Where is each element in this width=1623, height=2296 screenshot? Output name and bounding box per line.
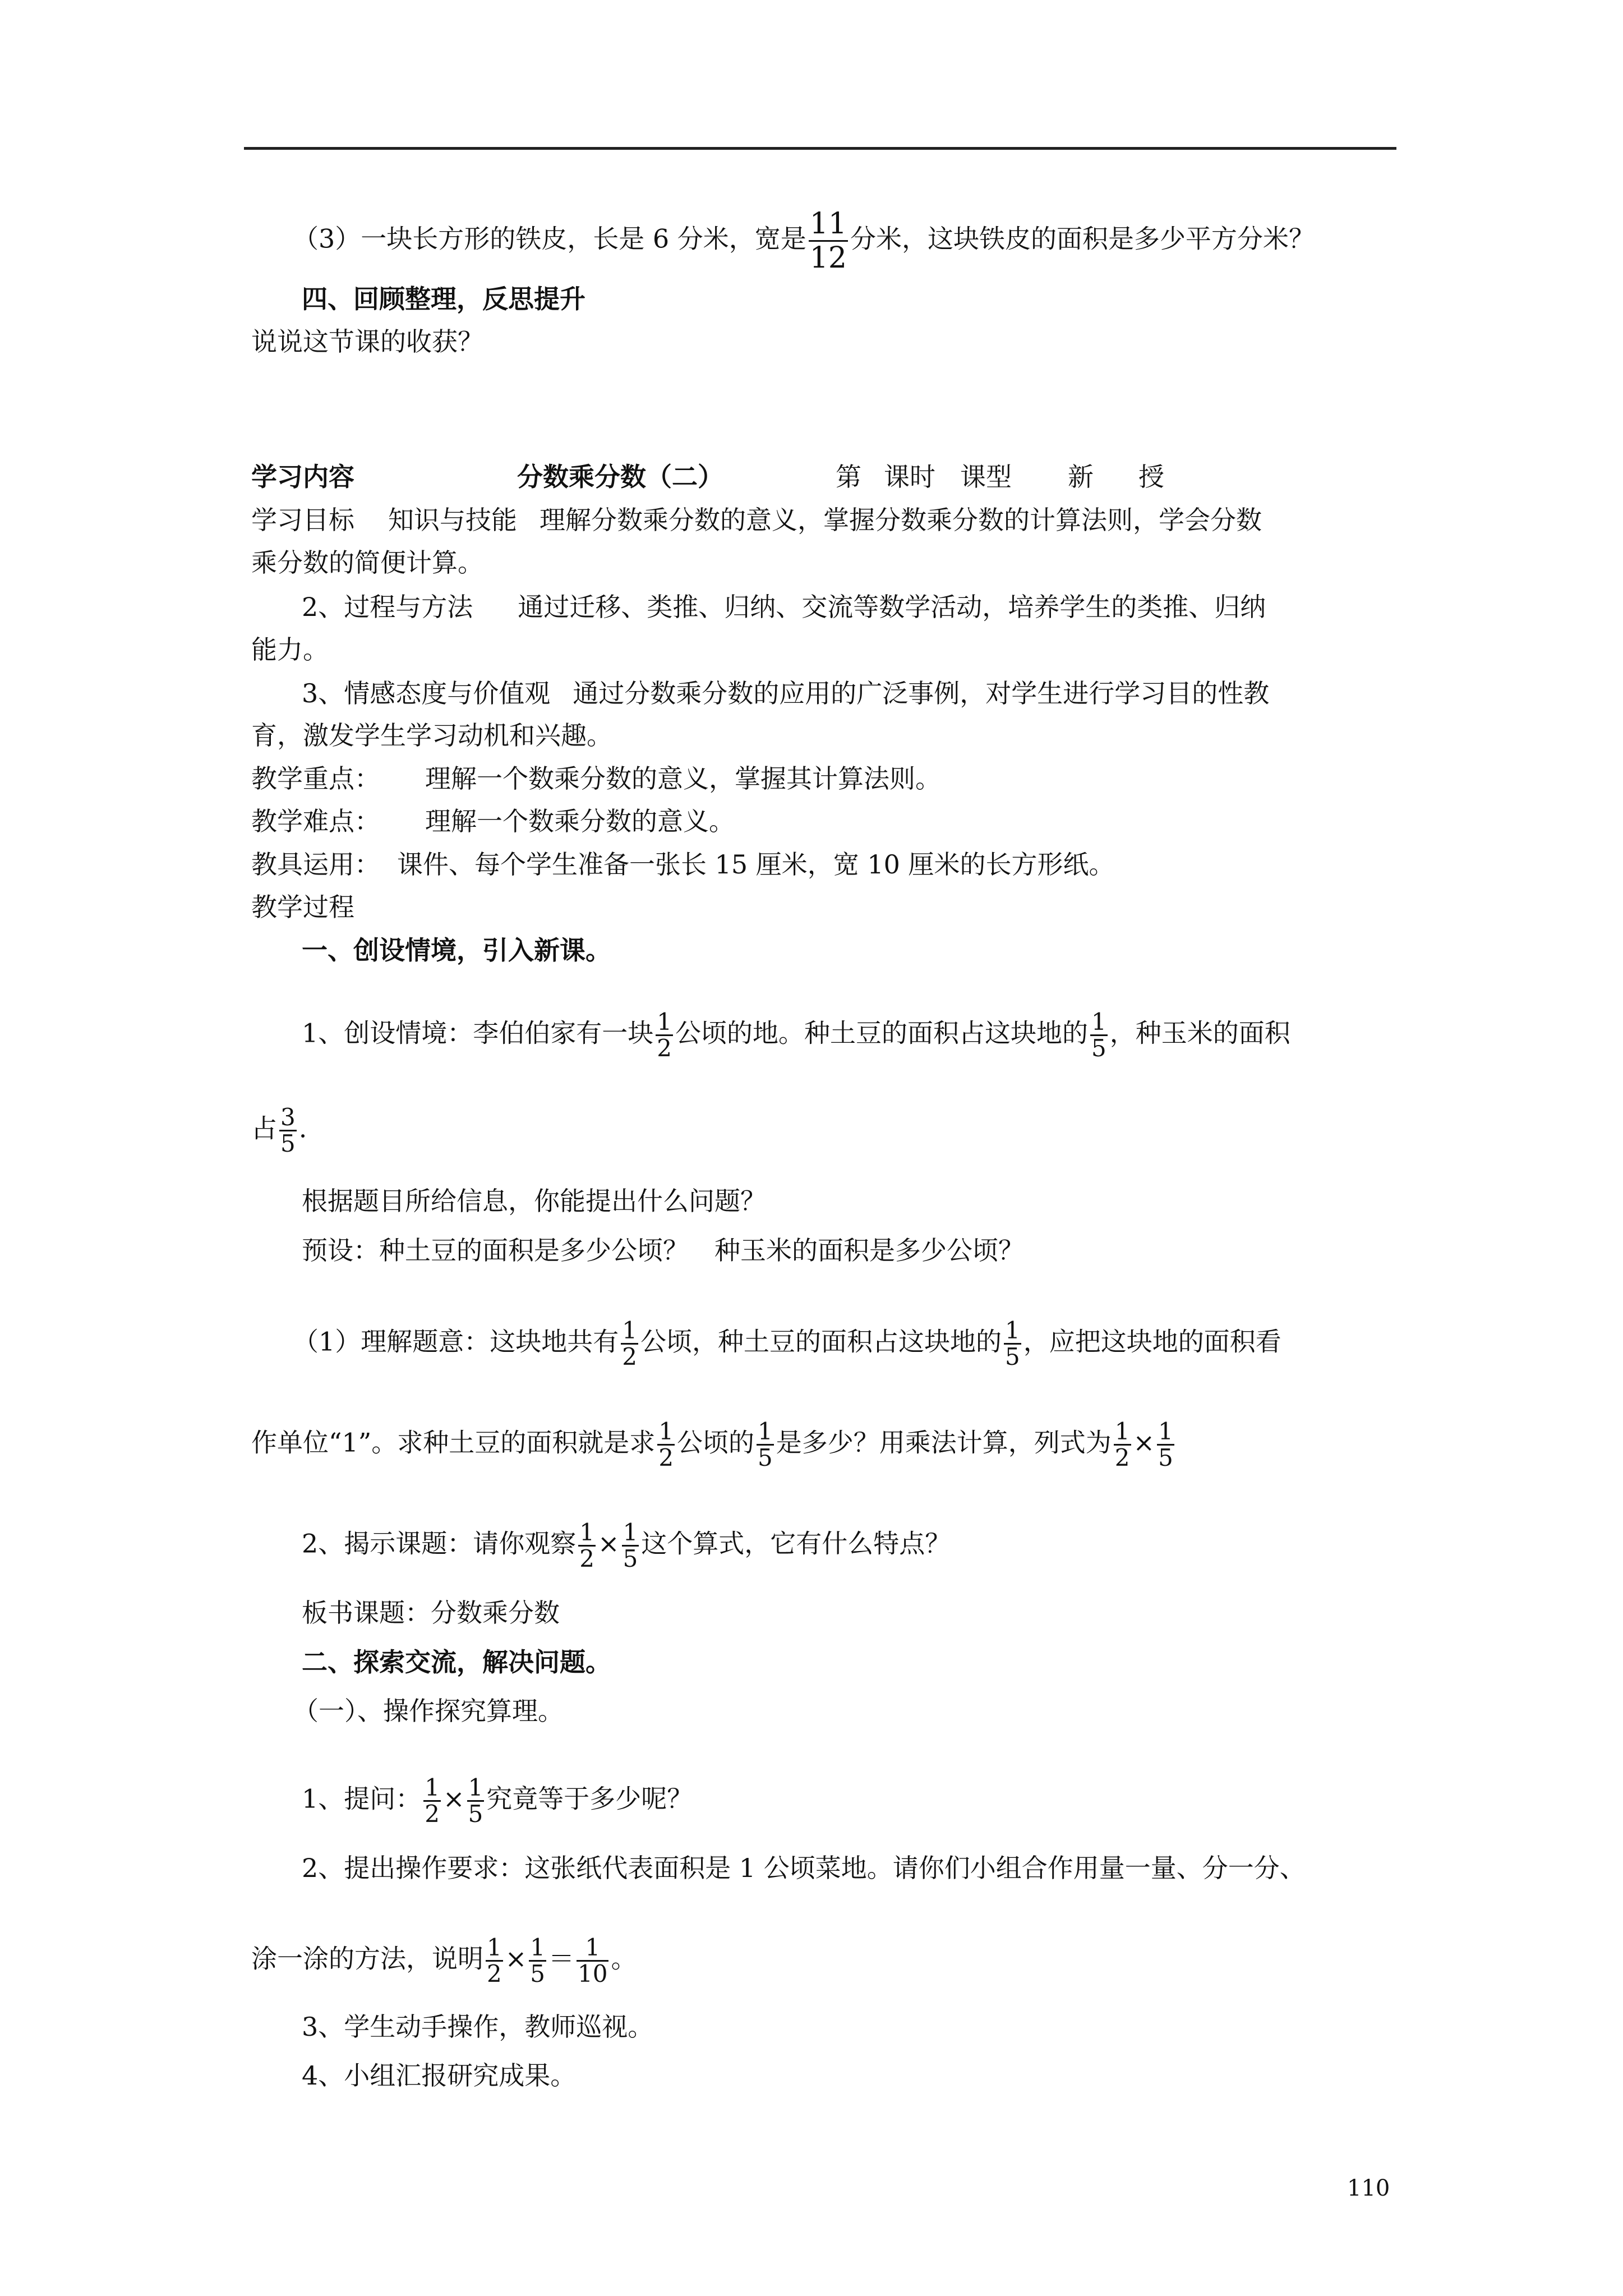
goal-3-cont: 育，激发学生学习动机和兴趣。 xyxy=(251,720,612,751)
fraction-1-2: $\frac{1}{2}$ xyxy=(622,1317,638,1370)
teaching-process: 教学过程 xyxy=(251,892,354,922)
fraction-1-2: $\frac{1}{2}$ xyxy=(658,1418,674,1471)
question-ask: 1、提问： $\frac{1}{2}$ × $\frac{1}{5}$ 究竟等于多少呢？ xyxy=(302,1774,693,1828)
fraction-1-10: $\frac{1}{10}$ xyxy=(578,1934,608,1987)
heading-part-1: 一、创设情境，引入新课。 xyxy=(302,935,611,965)
board-title: 板书课题：分数乘分数 xyxy=(302,1598,560,1628)
header-rule xyxy=(244,147,1396,150)
fraction-1-2: $\frac{1}{2}$ xyxy=(425,1774,440,1828)
fraction-3-5: $\frac{3}{5}$ xyxy=(280,1103,296,1157)
question-3: （3）一块长方形的铁皮，长是 6 分米，宽是 $\frac{11}{12}$ 分米，这块铁皮的面积是多少平方分米？ xyxy=(293,207,1315,275)
fraction-1-5: $\frac{1}{5}$ xyxy=(1005,1317,1020,1370)
fraction-1-2: $\frac{1}{2}$ xyxy=(579,1519,595,1572)
fraction-1-2: $\frac{1}{2}$ xyxy=(487,1934,502,1987)
operation-request-2: 涂一涂的方法，说明 $\frac{1}{2}$ × $\frac{1}{5}$ ＝ $\frac{1}{10}$ 。 xyxy=(251,1934,637,1987)
fraction-1-5: $\frac{1}{5}$ xyxy=(468,1774,483,1828)
ask-question: 根据题目所给信息，你能提出什么问题？ xyxy=(302,1186,766,1216)
preset-answer: 预设：种土豆的面积是多少公顷？ 种玉米的面积是多少公顷？ xyxy=(302,1235,1024,1266)
reveal-topic: 2、揭示课题：请你观察 $\frac{1}{2}$ × $\frac{1}{5}$ 这个算式，它有什么特点？ xyxy=(302,1519,951,1572)
scenario-line-1: 1、创设情境：李伯伯家有一块 $\frac{1}{2}$ 公顷的地。种土豆的面积占这块地的 $\frac{1}{5}$ ，种玉米的面积 xyxy=(302,1008,1290,1062)
goal-1-cont: 乘分数的简便计算。 xyxy=(251,547,483,578)
scenario-line-2: 占 $\frac{3}{5}$ . xyxy=(251,1103,307,1157)
lesson-header: 学习内容 分数乘分数（二） 第 课时 课型 新 授 xyxy=(251,462,1164,492)
goal-2-cont: 能力。 xyxy=(251,634,329,665)
understand-line-2: 作单位“1”。求种土豆的面积就是求 $\frac{1}{2}$ 公顷的 $\frac{1}{5}$ 是多少？用乘法计算，列式为 $\frac{1}{2}$ × $\frac{1}{5}$ xyxy=(251,1418,1173,1471)
fraction-1-5: $\frac{1}{5}$ xyxy=(1158,1418,1173,1471)
fraction-11-12: $\frac{11}{12}$ xyxy=(809,207,847,275)
page-number: 110 xyxy=(1347,2175,1390,2201)
group-report: 4、小组汇报研究成果。 xyxy=(302,2060,577,2091)
heading-part-2: 二、探索交流，解决问题。 xyxy=(302,1647,611,1677)
fraction-1-5: $\frac{1}{5}$ xyxy=(623,1519,638,1572)
understand-line-1: （1）理解题意：这块地共有 $\frac{1}{2}$ 公顷，种土豆的面积占这块地的 $\frac{1}{5}$ ，应把这块地的面积看 xyxy=(293,1317,1281,1370)
goal-3: 3、情感态度与价值观 通过分数乘分数的应用的广泛事例，对学生进行学习目的性教 xyxy=(302,678,1270,708)
teaching-tools: 教具运用： 课件、每个学生准备一张长 15 厘米，宽 10 厘米的长方形纸。 xyxy=(251,849,1115,880)
fraction-1-5: $\frac{1}{5}$ xyxy=(1091,1008,1106,1062)
sub-operation: （一）、操作探究算理。 xyxy=(293,1696,564,1726)
fraction-1-5: $\frac{1}{5}$ xyxy=(758,1418,773,1471)
key-point: 教学重点： 理解一个数乘分数的意义，掌握其计算法则。 xyxy=(251,763,941,794)
reflect-text: 说说这节课的收获？ xyxy=(251,326,483,357)
fraction-1-5: $\frac{1}{5}$ xyxy=(530,1934,546,1987)
fraction-1-2: $\frac{1}{2}$ xyxy=(657,1008,672,1062)
goal-1: 学习目标 知识与技能 理解分数乘分数的意义，掌握分数乘分数的计算法则，学会分数 xyxy=(251,505,1262,535)
goal-2: 2、过程与方法 通过迁移、类推、归纳、交流等数学活动，培养学生的类推、归纳 xyxy=(302,592,1266,622)
student-operation: 3、学生动手操作，教师巡视。 xyxy=(302,2012,654,2042)
difficult-point: 教学难点： 理解一个数乘分数的意义。 xyxy=(251,806,735,836)
fraction-1-2: $\frac{1}{2}$ xyxy=(1114,1418,1130,1471)
heading-review: 四、回顾整理，反思提升 xyxy=(302,284,585,314)
operation-request-1: 2、提出操作要求：这张纸代表面积是 1 公顷菜地。请你们小组合作用量一量、分一分、 xyxy=(302,1853,1306,1883)
